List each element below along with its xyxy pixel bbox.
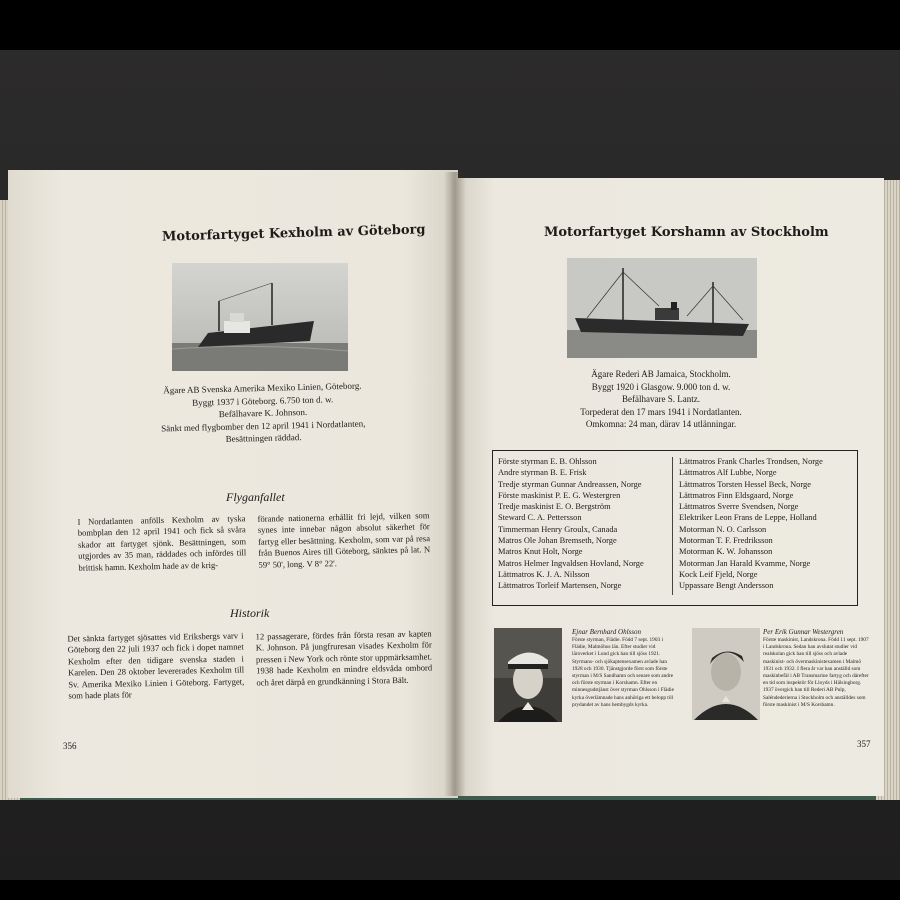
caption-line: Torpederat den 17 mars 1941 i Nordatlanten. [580,406,742,417]
crew-member: Lättmatros Alf Lubbe, Norge [679,468,777,478]
section-heading-historik: Historik [230,606,270,620]
portrait-ohlsson [494,628,562,722]
portrait1-name: Ejnar Bernhard Ohlsson [572,628,641,636]
caption-line: Ägare Rederi AB Jamaica, Stockholm. [591,369,731,379]
caption-line: Omkomna: 24 man, därav 14 utlänningar. [585,419,737,429]
crew-member: Förste styrman E. B. Ohlsson [498,457,597,466]
section2-column1: Det sänkta fartyget sjösattes vid Eriksbergs varv i Göteborg den 22 juli 1937 och fick i dopet namnet Kexholm efter den tidigare svenska staden i Karelen. Den 28 oktober levererades Kexholm till Sv. Amerika Mexiko Linien i Göteborg. Fartyget, som hade plats för [67,630,245,701]
crew-member: Lättmatros Sverre Svendsen, Norge [679,502,799,512]
crew-member: Andre styrman B. E. Frisk [498,468,587,478]
portrait1-bio: Förste styrman, Flädie. Född 7 sept. 1903 i Flädie, Malmöhus län. Efter studier vid läroverket i Lund gick han till sjöss 1921. Styrmans- och sjökaptensexamen avlade han 1928 och 1930. Tjänstgjorde först som förste styrman i M/S Sandhamn och senare som andre och förste styrman i Korshamn. Efter en minnesgudstjänst över styrman Ohlsson i Flädie kyrka överlämnade hans anhöriga ett belopp till prydandet av hans hembygds kyrka. [572,637,674,708]
crew-member: Motorman Jan Harald Kvamme, Norge [679,558,811,568]
crew-member: Lättmatros Frank Charles Trondsen, Norge [679,457,823,466]
crew-member: Elektriker Leon Frans de Leppe, Holland [679,513,817,523]
caption-line: Befälhavare S. Lantz. [622,394,700,404]
crew-member: Motorman T. F. Fredriksson [679,536,773,546]
ship-photo-icon [172,263,348,371]
crew-member: Motorman N. O. Carlsson [679,524,767,534]
crew-member: Lättmatros K. J. A. Nilsson [498,569,590,579]
crew-member: Matros Ole Johan Bremseth, Norge [498,536,617,546]
left-caption [157,379,368,447]
portrait-photo-icon [692,628,760,720]
caption-line: Byggt 1937 i Göteborg. 6.750 ton d. w. [192,393,334,408]
section2-column2: 12 passagerare, fördes från första resan av kapten K. Johnson. På jungfruresan visades Kexholm för pressen i New York och rönte stor uppmärksamhet. 1938 hade Kexholm en mindre eldsvåda ombord och året därpå en grundkänning i Stora Bält. [255,628,433,688]
crew-member: Steward C. A. Pettersson [498,513,582,523]
page-number-left: 356 [63,741,77,751]
section-heading-flyganfallet: Flyganfallet [226,490,285,504]
crew-member: Uppassare Bengt Andersson [679,581,774,591]
ship-photo-korshamn [567,258,757,358]
crew-member: Timmerman Henry Groulx, Canada [498,524,618,534]
right-caption [566,368,756,431]
crew-member: Tredje styrman Gunnar Andreassen, Norge [498,479,642,489]
section1-column1: I Nordatlanten anfölls Kexholm av tyska bombplan den 12 april 1941 och fick så svåra skador att fartyget sjönk. Besättningen, som utgjordes av 35 man, räddades och infördes till brittisk hamn. Kexholm hade av de krig- [77,513,247,573]
caption-line: Byggt 1920 i Glasgow. 9.000 ton d. w. [591,381,731,392]
caption-line: Sänkt med flygbomber den 12 april 1941 i Nordatlanten, [161,418,366,433]
right-page-title: Motorfartyget Korshamn av Stockholm [544,225,829,240]
left-page-title: Motorfartyget Kexholm av Göteborg [161,222,426,245]
crew-list-right [679,456,823,592]
book-gutter [444,172,466,796]
crew-member: Kock Leif Fjeld, Norge [679,569,758,579]
portrait2-bio: Förste maskinist, Landskrona. Född 11 sept. 1907 i Landskrona. Sedan han avslutat studier vid realskolan gick han till sjöss och avlade maskinist- och övermaskinistexamen i Malmö 1931 och 1932. I flera år var han anställd som maskinbefäl i AB Transmarine fartyg och därefter en tid som inspektör för Lloyds i Hälsingborg. 1937 övergick han till Rederi AB Pulp, Saléndederierna i Stockholm och anställdes som förste maskinist i M/S Korshamn. [763,637,869,708]
crew-member: Matros Helmer Ingvaldsen Hovland, Norge [498,558,644,568]
portrait-photo-icon [494,628,562,722]
crew-member: Tredje maskinist E. O. Bergström [498,502,611,512]
portrait-westergren [692,628,760,720]
crew-list-left [498,456,644,592]
crew-member: Lättmatros Torsten Hessel Beck, Norge [679,479,811,489]
portrait2-name: Per Erik Gunnar Westergren [763,628,844,636]
crew-member: Lättmatros Torleif Martensen, Norge [498,581,622,591]
section1-column2: förande nationerna erhållit fri lejd, vilken som synes inte innebar någon absolut säkerhet för fartyg eller besättning. Kexholm, som var på resa från Buenos Aires till Göteborg, sänktes på lat. N 59° 50', long. V 8° 22'. [257,510,431,570]
page-number-right: 357 [857,739,871,749]
crew-member: Matros Knut Holt, Norge [498,547,583,557]
caption-line: Besättningen räddad. [225,432,302,444]
caption-line: Ägare AB Svenska Amerika Mexiko Linien, Göteborg. [163,380,362,396]
ship-photo-kexholm [172,263,348,371]
crew-member: Lättmatros Finn Eldsgaard, Norge [679,490,794,500]
crew-member: Motorman K. W. Johansson [679,547,773,557]
crew-divider [672,457,673,595]
caption-line: Befälhavare K. Johnson. [218,406,308,420]
ship-photo-icon [567,258,757,358]
crew-member: Förste maskinist P. E. G. Westergren [498,490,621,500]
